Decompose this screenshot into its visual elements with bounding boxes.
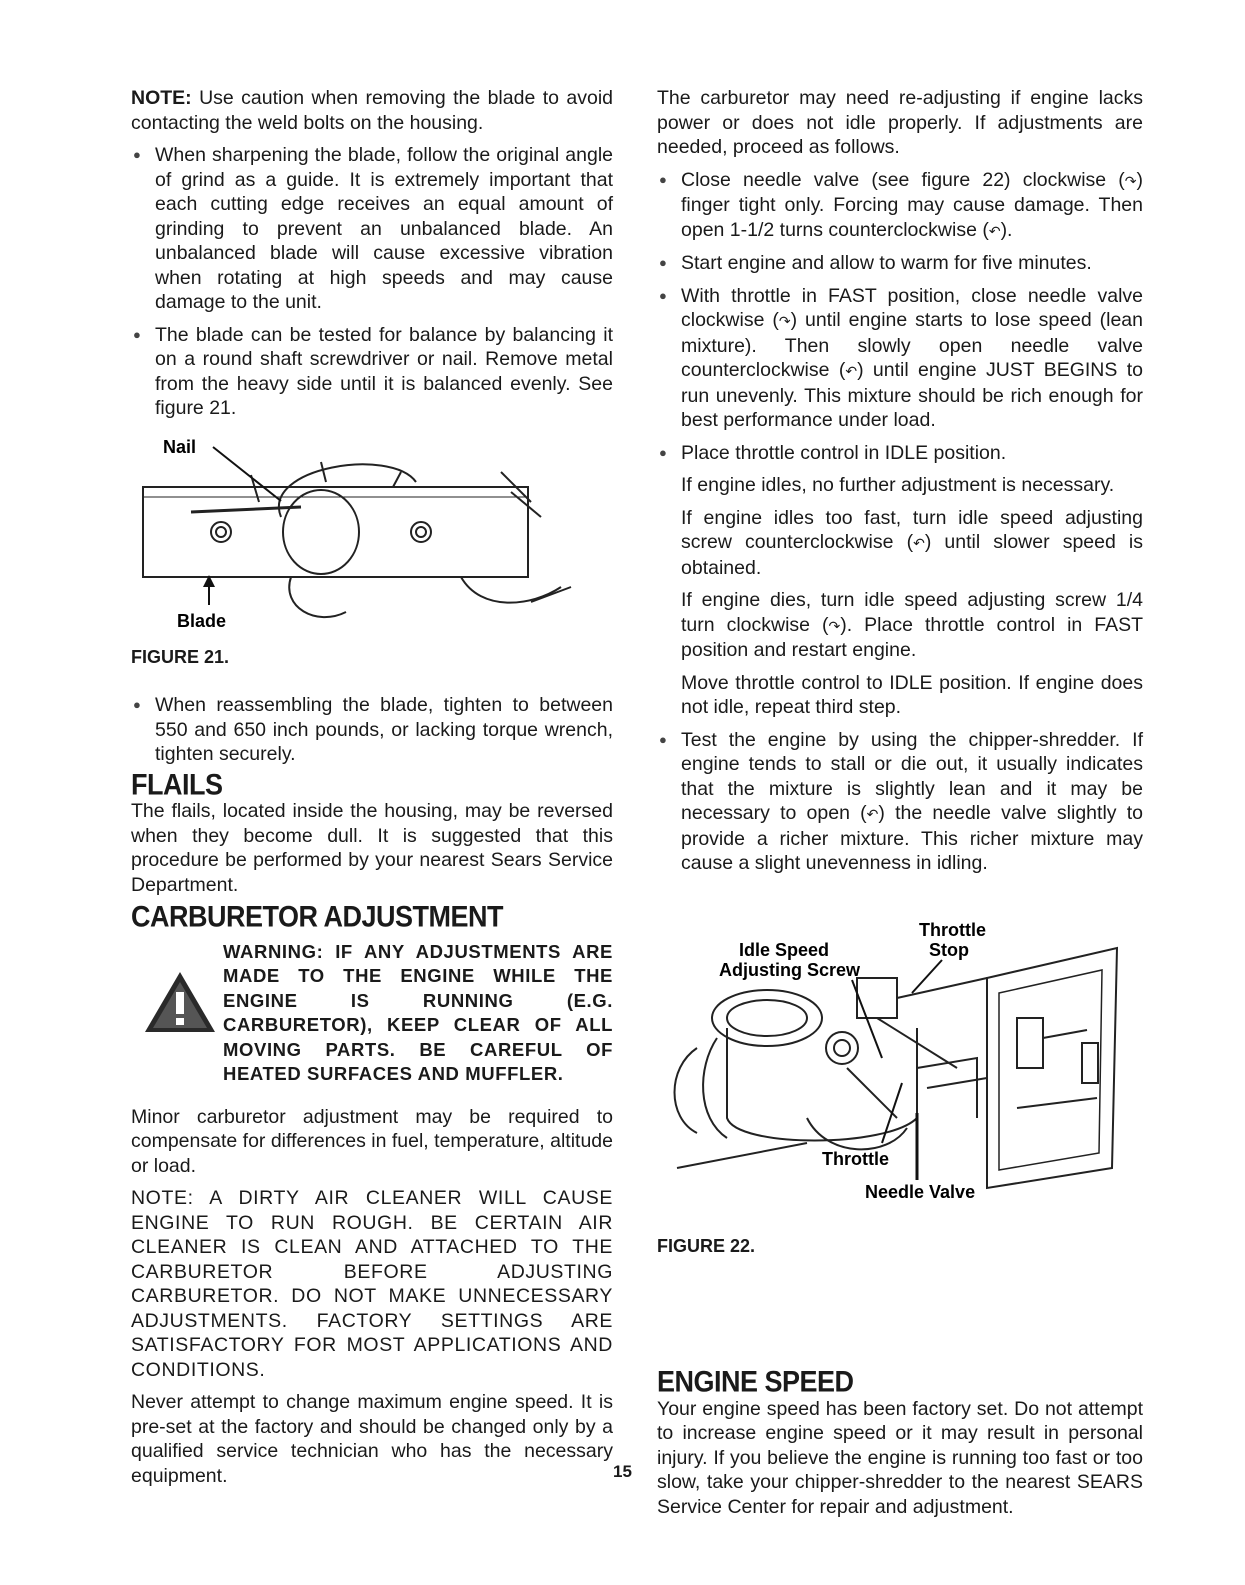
bullet-warm-engine: ● Start engine and allow to warm for five minutes. xyxy=(657,251,1143,276)
bullet-sharpening: ● When sharpening the blade, follow the original angle of grind as a guide. It is extremely important that each cutting edge receives an equal amount of grinding to prevent an unbalanced blade. An unbalanced blade will cause excessive vibration when rotating at high speeds and may cause damage to the unit. xyxy=(131,143,613,315)
bullet-reassembly: ● When reassembling the blade, tighten to between 550 and 650 inch pounds, or lacking torque wrench, tighten securely. xyxy=(131,693,613,767)
bullet-idle-position: ● Place throttle control in IDLE position. xyxy=(657,441,1143,466)
throttle-stop-label-line1: Throttle xyxy=(919,919,986,940)
idle-speed-label-line1: Idle Speed xyxy=(739,939,830,960)
figure-21-blade-balance xyxy=(131,427,601,637)
carburetor-intro: The carburetor may need re-adjusting if engine lacks power or does not idle properly. If adjustments are needed, proceed as follows. xyxy=(657,87,1143,158)
idle-too-fast: If engine idles too fast, turn idle speed adjusting screw counterclockwise (↶) until slower speed is obtained. xyxy=(681,506,1143,579)
flails-heading: FLAILS xyxy=(131,768,223,801)
right-column xyxy=(657,86,1143,1519)
clockwise-arrow-icon: ↷ xyxy=(778,313,791,329)
counterclockwise-arrow-icon: ↶ xyxy=(845,363,858,379)
engine-dies: If engine dies, turn idle speed adjusting screw 1/4 turn clockwise (↷). Place throttle control in FAST position and restart engine. xyxy=(681,589,1144,661)
never-change-speed-text: Never attempt to change maximum engine speed. It is pre-set at the factory and should be changed only by a qualified service technician who has the necessary equipment. xyxy=(131,1391,613,1487)
carburetor-illustration xyxy=(657,918,1127,1228)
note-blade-caution: NOTE: Use caution when removing the blade to avoid contacting the weld bolts on the housing. xyxy=(131,87,613,134)
counterclockwise-arrow-icon: ↶ xyxy=(913,535,925,551)
idle-no-adjustment: If engine idles, no further adjustment is necessary. xyxy=(681,474,1115,496)
minor-adjustment-text: Minor carburetor adjustment may be required to compensate for differences in fuel, temperature, altitude or load. xyxy=(131,1105,613,1177)
page-number: 15 xyxy=(613,1462,632,1481)
warning-triangle-icon xyxy=(143,970,217,1034)
bullet-test-engine: ● Test the engine by using the chipper-shredder. If engine tends to stall or die out, it usually indicates that the mixture is slightly lean and it may be necessary to open (↶) the needle valve slightly to provide a richer mixture. This richer mixture may cause a slight unevenness in idling. xyxy=(657,728,1143,876)
carburetor-adjustment-heading: CARBURETOR ADJUSTMENT xyxy=(131,900,504,934)
needle-valve-label: Needle Valve xyxy=(865,1181,976,1202)
idle-speed-label-line2: Adjusting Screw xyxy=(719,959,861,980)
note-dirty-air-cleaner: NOTE: A DIRTY AIR CLEANER WILL CAUSE ENGINE TO RUN ROUGH. BE CERTAIN AIR CLEANER IS CLEAN AND ATTACHED TO THE CARBURETOR BEFORE ADJUSTING CARBURETOR. DO NOT MAKE UNNECESSARY ADJUSTMENTS. FACTORY SETTINGS ARE SATISFACTORY FOR MOST APPLICATIONS AND CONDITIONS. xyxy=(131,1187,613,1381)
clockwise-arrow-icon: ↷ xyxy=(828,617,841,634)
blade-on-nail-illustration xyxy=(131,427,601,637)
throttle-label: Throttle xyxy=(822,1148,889,1169)
warning-block xyxy=(131,940,613,1087)
counterclockwise-arrow-icon: ↶ xyxy=(988,222,1001,239)
throttle-stop-label-line2: Stop xyxy=(929,939,969,960)
figure-22-caption: FIGURE 22. xyxy=(657,1235,756,1256)
warning-text: WARNING: IF ANY ADJUSTMENTS ARE MADE TO THE ENGINE WHILE THE ENGINE IS RUNNING (E.G. CARBURETOR), KEEP CLEAR OF ALL MOVING PARTS. BE CAREFUL OF HEATED SURFACES AND MUFFLER. xyxy=(223,940,613,1084)
engine-speed-heading: ENGINE SPEED xyxy=(657,1365,854,1399)
nail-pointer-line xyxy=(213,447,281,501)
throttle-pointer xyxy=(882,1083,902,1143)
bullet-fast-position: ● With throttle in FAST position, close needle valve clockwise (↷) until engine starts to lose speed (lean mixture). Then slowly open needle valve counterclockwise (↶) until engine JUST BEGINS to run unevenly. This mixture should be rich enough for best performance under load. xyxy=(657,284,1143,433)
bullet-balance-test: ● The blade can be tested for balance by balancing it on a round shaft screwdriver or nail. Remove metal from the heavy side until it is balanced evenly. See figure 21. xyxy=(131,323,613,421)
counterclockwise-arrow-icon: ↶ xyxy=(866,806,879,822)
nail-label: Nail xyxy=(163,436,197,457)
left-column xyxy=(131,86,613,1488)
figure-21-caption: FIGURE 21. xyxy=(131,646,230,667)
bullet-close-needle-valve: ● Close needle valve (see figure 22) clockwise (↷) finger tight only. Forcing may cause damage. Then open 1-1/2 turns counterclockwise (↶). xyxy=(657,168,1143,244)
blade-label: Blade xyxy=(177,610,227,631)
move-to-idle: Move throttle control to IDLE position. If engine does not idle, repeat third step. xyxy=(681,671,1143,718)
flails-text: The flails, located inside the housing, may be reversed when they become dull. It is suggested that this procedure be performed by your nearest Sears Service Department. xyxy=(131,800,613,896)
clockwise-arrow-icon: ↷ xyxy=(1124,172,1137,189)
figure-22-carburetor xyxy=(657,918,1127,1228)
engine-speed-text: Your engine speed has been factory set. Do not attempt to increase engine speed or it may result in personal injury. If you believe the engine is running too fast or too slow, take your chipper-shredder to the nearest SEARS Service Center for repair and adjustment. xyxy=(657,1397,1143,1518)
